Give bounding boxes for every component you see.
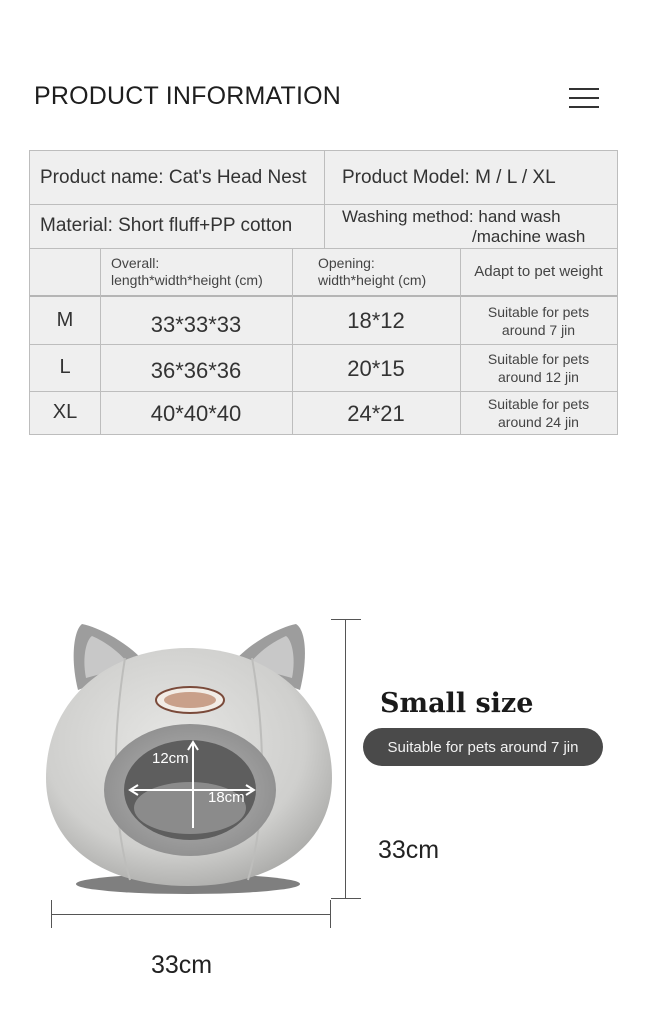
row-overall: 40*40*40 — [150, 400, 242, 426]
row-opening: 24*21 — [347, 400, 405, 426]
row-opening: 18*12 — [347, 307, 405, 333]
height-label: 33cm — [378, 836, 440, 864]
product-model: Product Model: M / L / XL — [342, 166, 556, 188]
header-opening: Opening: width*height (cm) — [318, 254, 427, 288]
size-title: Small size — [380, 688, 534, 719]
opening-width-label: 18cm — [208, 789, 245, 806]
opening-height-label: 12cm — [152, 750, 189, 767]
row-size: L — [59, 356, 71, 378]
header-weight: Adapt to pet weight — [474, 263, 603, 280]
hamburger-menu-icon[interactable] — [569, 88, 599, 108]
row-weight: Suitable for pets around 7 jin — [487, 303, 590, 338]
height-cap-top — [331, 619, 361, 620]
height-cap-bottom — [331, 898, 361, 899]
row-weight: Suitable for pets around 24 jin — [487, 395, 590, 430]
product-name: Product name: Cat's Head Nest — [40, 166, 307, 188]
cat-nest-image — [40, 618, 340, 908]
height-dimension-line — [345, 619, 346, 899]
material: Material: Short fluff+PP cotton — [40, 215, 293, 236]
washing-method: Washing method: hand wash /machine wash — [342, 207, 586, 246]
page-title: PRODUCT INFORMATION — [34, 82, 342, 110]
row-size: M — [56, 309, 74, 331]
row-overall: 33*33*33 — [150, 311, 242, 337]
header-overall: Overall: length*width*height (cm) — [111, 254, 263, 288]
row-weight: Suitable for pets around 12 jin — [487, 350, 590, 385]
row-size: XL — [52, 401, 78, 423]
width-cap-right — [330, 900, 331, 928]
width-dimension-line — [51, 914, 331, 915]
row-opening: 20*15 — [347, 355, 405, 381]
width-cap-left — [51, 900, 52, 928]
width-label: 33cm — [151, 951, 213, 979]
row-overall: 36*36*36 — [150, 357, 242, 383]
size-pill: Suitable for pets around 7 jin — [363, 728, 603, 766]
product-info-table — [29, 150, 618, 435]
